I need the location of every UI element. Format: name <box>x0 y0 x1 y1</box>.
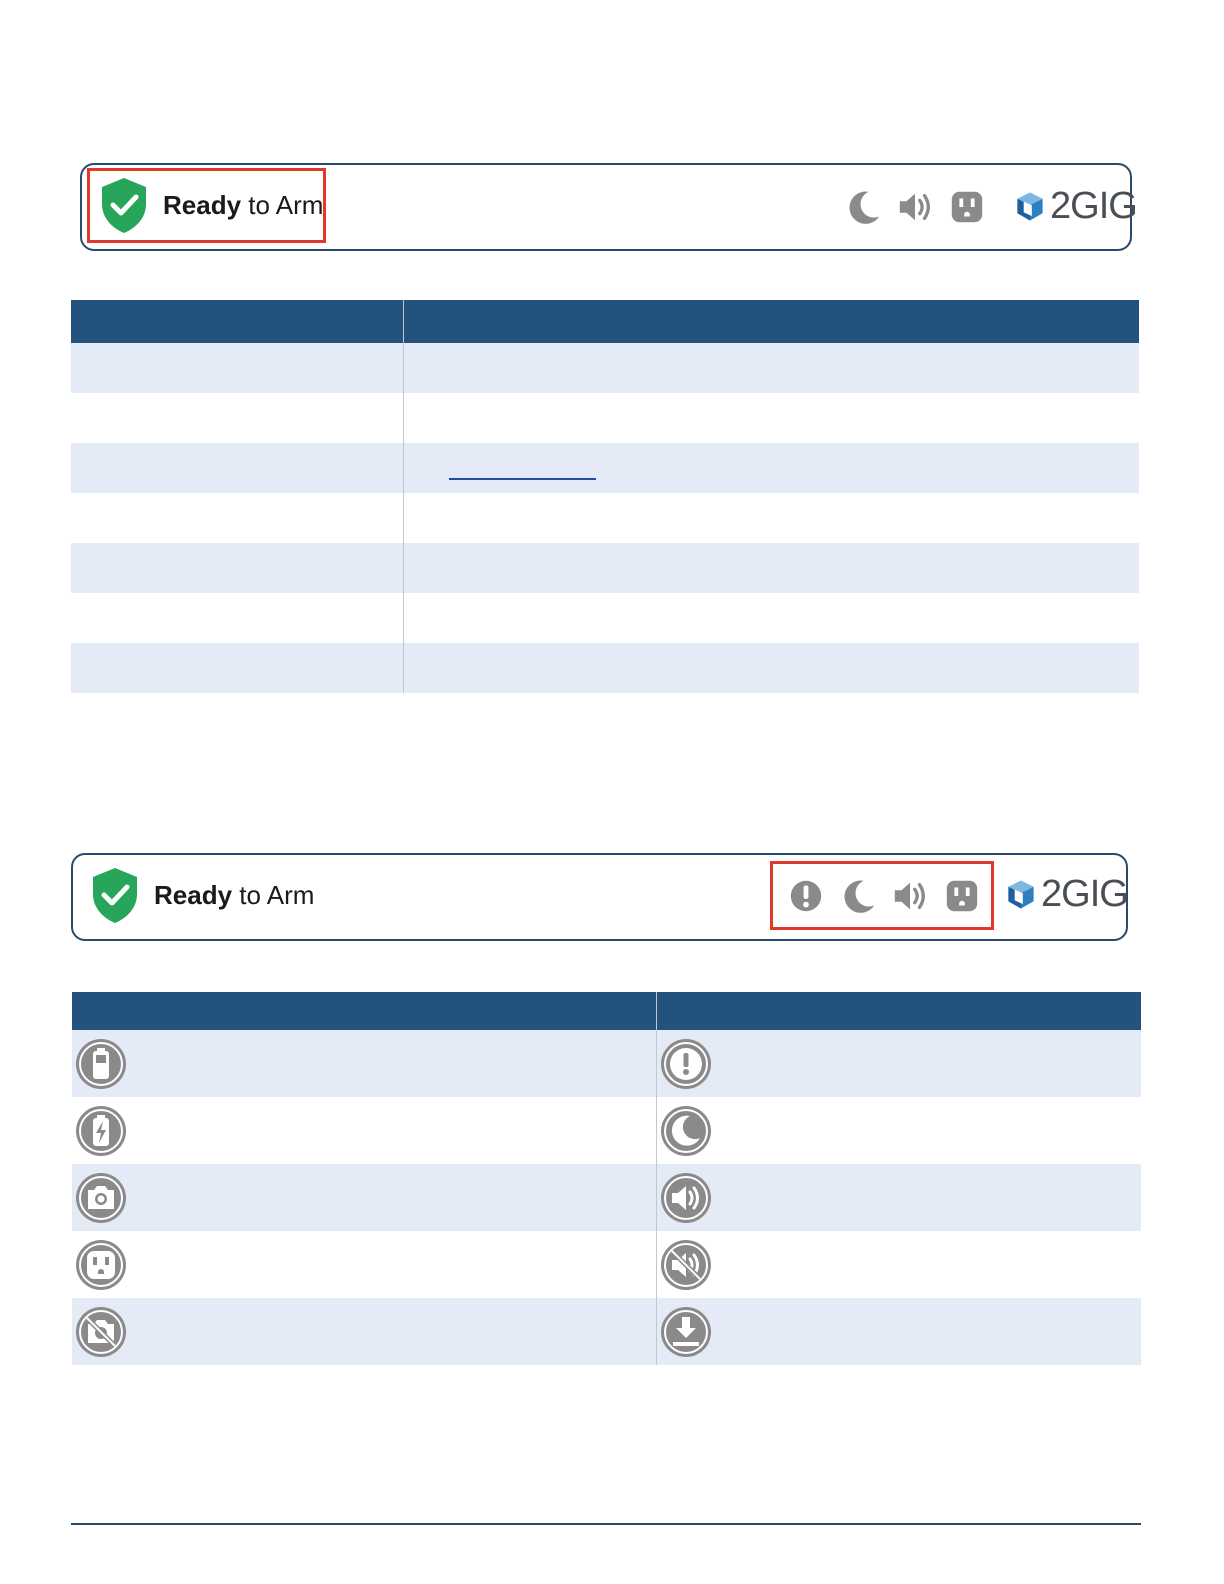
battery-charging-icon <box>75 1105 127 1157</box>
table-header <box>71 300 1139 343</box>
table-cell <box>656 1231 1141 1298</box>
table-cell <box>403 493 1139 543</box>
table-cell <box>71 393 403 443</box>
battery-icon <box>75 1038 127 1090</box>
footer-divider <box>71 1523 1141 1525</box>
alert-icon <box>660 1038 712 1090</box>
logo-cube-icon <box>1003 875 1039 915</box>
camera-off-icon <box>75 1306 127 1358</box>
table-cell <box>72 1030 656 1097</box>
logo-text: 2GIG <box>1041 873 1128 915</box>
brand-logo <box>1003 873 1128 916</box>
speaker-muted-icon <box>660 1239 712 1291</box>
table-cell <box>403 393 1139 443</box>
status-label-rest: to Arm <box>232 879 315 910</box>
download-icon <box>660 1306 712 1358</box>
table-cell <box>72 1164 656 1231</box>
logo-text: 2GIG <box>1050 185 1137 227</box>
table-cell <box>656 1298 1141 1365</box>
status-table <box>71 300 1139 693</box>
table-row <box>72 1097 1141 1164</box>
logo-cube-icon <box>1012 187 1048 227</box>
table-cell <box>71 493 403 543</box>
moon-icon[interactable] <box>844 188 882 226</box>
table-row <box>71 443 1139 493</box>
header-cell <box>656 992 1141 1030</box>
header-cell <box>403 300 1139 343</box>
status-label-bold: Ready <box>163 189 242 220</box>
table-cell <box>71 543 403 593</box>
table-row <box>72 1164 1141 1231</box>
table-row <box>72 1298 1141 1365</box>
link-underline[interactable] <box>449 478 596 480</box>
outlet-icon[interactable] <box>948 188 986 226</box>
status-label <box>154 880 314 911</box>
table-row <box>72 1231 1141 1298</box>
table-row <box>71 393 1139 443</box>
speaker-icon <box>660 1172 712 1224</box>
table-header <box>72 992 1141 1030</box>
table-cell <box>403 443 1139 493</box>
status-label-bold: Ready <box>154 879 233 910</box>
camera-icon <box>75 1172 127 1224</box>
table-cell <box>71 593 403 643</box>
header-cell <box>72 992 656 1030</box>
table-cell <box>71 643 403 693</box>
brand-logo <box>1012 185 1137 228</box>
status-label-rest: to Arm <box>241 189 324 220</box>
table-cell <box>403 543 1139 593</box>
outlet-icon <box>75 1239 127 1291</box>
table-row <box>71 593 1139 643</box>
table-cell <box>656 1164 1141 1231</box>
highlight-box-status <box>87 168 326 243</box>
header-cell <box>71 300 403 343</box>
icon-table <box>72 992 1141 1365</box>
table-row <box>71 493 1139 543</box>
table-cell <box>403 643 1139 693</box>
table-row <box>71 543 1139 593</box>
moon-icon <box>660 1105 712 1157</box>
table-cell <box>72 1298 656 1365</box>
table-row <box>71 343 1139 393</box>
table-cell <box>403 593 1139 643</box>
highlight-box-icons <box>770 861 994 930</box>
table-cell <box>656 1030 1141 1097</box>
speaker-icon[interactable] <box>896 188 934 226</box>
table-cell <box>72 1097 656 1164</box>
table-cell <box>72 1231 656 1298</box>
table-cell <box>656 1097 1141 1164</box>
shield-check-icon <box>90 866 140 924</box>
table-row <box>71 643 1139 693</box>
table-row <box>72 1030 1141 1097</box>
status-icon-row <box>844 188 1000 226</box>
table-cell <box>71 343 403 393</box>
table-cell <box>403 343 1139 393</box>
table-cell <box>71 443 403 493</box>
arm-status[interactable] <box>90 866 314 924</box>
